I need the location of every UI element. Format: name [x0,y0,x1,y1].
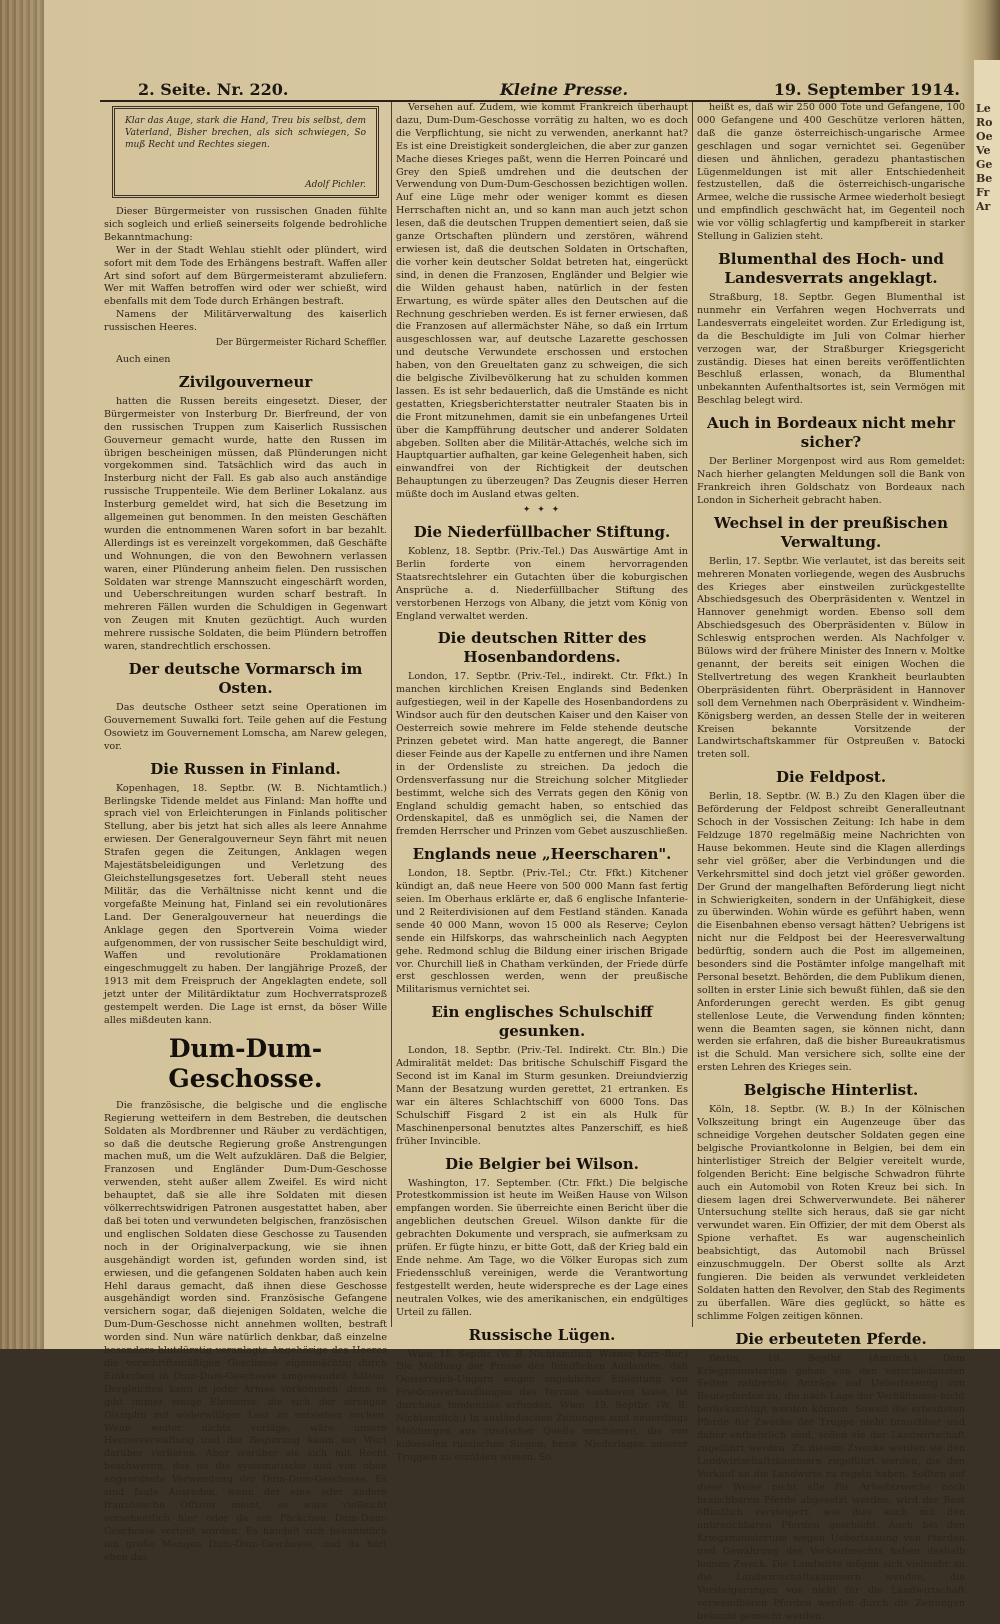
article-text: Berlin, 17. Septbr. Wie verlautet, ist das bereits seit mehreren Monaten vorliegende, wegen des Ausbruchs des Krieges aber einstweilen zurückgestellte Abschiedsgesuch des Oberpräsidenten v. Wentzel in Hannover genehmigt worden. Ebenso soll dem Abschiedsgesuch des Oberpräsidenten v. Bülow in Schleswig entsprochen werden. Als Nachfolger v. Bülows wird der frühere Minister des Innern v. Moltke genannt, der bereits seit einigen Wochen die Stellvertretung des wegen Krankheit beurlaubten Oberpräsidenten führt. Oberpräsident in Hannover soll dem Vernehmen nach Oberpräsident v. Windheim-Königsberg werden, an dessen Stelle der in weiteren Kreisen bekannte Vorsitzende der Landwirtschaftskammer für Ostpreußen v. Batocki treten soll. [697,555,965,761]
article-text: London, 18. Septbr. (Priv.-Tel.; Ctr. Ffkt.) Kitchener kündigt an, daß neue Heere von 500 000 Mann fast fertig seien. Im Oberhaus erklärte er, daß 6 englische Infanterie- und 2 Reiterdivisionen auf dem Festland ständen. Kanada sende 40 000 Mann, wovon 15 000 als Reserve; Ceylon sende ein Hilfskorps, das wahrscheinlich nach Aegypten gehe. Redmond schlug die Bildung einer irischen Brigade vor. Churchill ließ in Chatham verkünden, der Friede dürfe erst geschlossen werden, wenn der preußische Militarismus vernichtet sei. [396,868,688,996]
article-text: Koblenz, 18. Septbr. (Priv.-Tel.) Das Auswärtige Amt in Berlin forderte von einem hervorragenden Staatsrechtslehrer ein Gutachten über die koburgischen Ansprüche a. d. Niederfüllbacher Stiftung des verstorbenen Herzogs von Albany, die jetzt vom König von England verwaltet werden. [396,546,688,622]
page-stack-edge [0,0,44,1349]
page-number: 2. Seite. Nr. 220. [138,80,289,99]
headline: Die Russen in Finland. [150,759,341,778]
article-text: Kopenhagen, 18. Septbr. (W. B. Nichtamtlich.) Berlingske Tidende meldet aus Finland: Man hoffte und sprach viel von Erleichterungen in Finlands politischer Stellung, aber bis jetzt hat sich alles als leere Annahme erwiesen. Der Generalgouverneur Seyn fährt mit neuen Strafen gegen die Zeitungen, Anklagen wegen Majestätsbeleidigungen und Verletzung des Gleichstellungsgesetzes fort. Ueberall steht neues Militär, das die Verhältnisse nicht kennt und die vorgefaßte Meinung hat, Finland sei ein revolutionäres Land. Der Generalgouverneur hat neuerdings die Anklage gegen den Sportverein Voima wieder aufgenommen, der von russischer Seite beschuldigt wird, Waffen und revolutionäre Proklamationen eingeschmuggelt zu haben. Der langjährige Prozeß, der 1913 mit dem Freispruch der Angeklagten endete, soll jetzt unter der Militärdiktatur zum Hochverratsprozeß gestempelt werden. Die Lage ist ernst, da böser Wille alles mißdeuten kann. [104,782,387,1026]
headline: Belgische Hinterlist. [743,1081,919,1100]
page-header [100,80,960,102]
column-1 [104,102,387,1563]
article-text: Wien, 18. Septbr. (W. B. Nichtamtlich. Wiener Korr.-Bur.) Die Meldung der Presse des feindlichen Auslandes, daß Oesterreich-Ungarn wegen angeblicher Einleitung von Friedensverhandlungen das Terrain sondieren lasse, ist durchaus tendenziös erfunden. Wien, 19. Septbr. (W. B. Nichtamtlich.) In ausländischen Zeitungen sind neuerdings Meldungen aus russischer Quelle erschienen, die von kolossalen russischen Siegen, bezw. Niederlagen unserer Truppen zu erzählen wissen. So [396,1348,688,1463]
headline: Die Niederfüllbacher Stiftung. [413,523,671,541]
separator-ornament: ✦ ✦ ✦ [522,505,562,516]
poem-author: Adolf Pichler. [305,180,366,190]
article-text: Dieser Bürgermeister von russischen Gnaden fühlte sich sogleich und erließ seinerseits folgende bedrohliche Bekanntmachung: [104,206,387,243]
headline: Die Belgier bei Wilson. [445,1154,639,1173]
notice-signature: Der Bürgermeister Richard Scheffler. [215,338,387,349]
article-text: Der Berliner Morgenpost wird aus Rom gemeldet: Nach hierher gelangten Meldungen soll die Bank von Frankreich ihren Goldschatz von Bordeaux nach London in Sicherheit gebracht haben. [697,456,965,506]
article-text: Washington, 17. September. (Ctr. Ffkt.) Die belgische Protestkommission ist heute im Weißen Hause von Wilson empfangen worden. Sie überreichte einen Bericht über die angeblichen deutschen Greuel. Wilson dankte für die gebrachten Dokumente und versprach, sie aufmerksam zu prüfen. Er fügte hinzu, er bitte Gott, daß der Krieg bald ein Ende nehme. Am Tage, wo die Völker Europas sich zum Friedensschluß vereinigen, werde die Verantwortung festgestellt werden, heute widerspreche es der Lage eines neutralen Volkes, wie des amerikanischen, ein endgültiges Urteil zu fällen. [396,1177,688,1318]
article-text: Berlin, 19. Septbr. (Amtlich.) Dem Kriegsministerium gehen von den verschiedensten Seiten zahlreiche Anträge auf Ueberlassung von Beutepferden zu, die nach Lage der Verhältnisse nicht berücksichtigt werden können. Soweit die erbeuteten Pferde für Zwecke der Truppe nicht brauchbar und daher entbehrlich sind, sollen sie der Landwirtschaft zugeführt werden. Zu diesem Zwecke werden sie den Landwirtschaftskammern zugeführt werden, die den Verkauf an die Landwirte zu regeln haben. Sollten auf diese Weise nicht alle für Arbeitszwecke noch brauchbaren Pferde abgesetzt werden, wird der Rest öffentlich versteigert, wie dies auch mit den unbrauchbaren Pferden geschieht. Auch bei den Kriegsministerium wegen Ueberlassung von Pferden und Gewährung des Vorkaufsrechts haben deshalb keinen Zweck. Die Landwirte mögen sich vielmehr an die Landwirtschaftskammern wenden, die Versteigerungen von nicht für die Landwirtschaft verwendbaren Pferden werden durch die Zeitungen bekannt gemacht werden. [697,1352,965,1622]
headline: Ein englisches Schulschiff gesunken. [431,1003,653,1041]
article-text: Das deutsche Ostheer setzt seine Operationen im Gouvernement Suwalki fort. Teile gehen auf die Festung Osowietz im Gouvernement Lomscha, am Narew gelegen, vor. [104,702,387,752]
poem-box [112,106,379,198]
notice-text: Namens der Militärverwaltung des kaiserlich russischen Heeres. [104,309,387,334]
headline: Auch in Bordeaux nicht mehr sicher? [706,414,956,452]
headline: Die deutschen Ritter des Hosenbandordens. [437,629,647,667]
column-rule [692,102,693,1327]
issue-date: 19. September 1914. [773,80,960,99]
article-text: Köln, 18. Septbr. (W. B.) In der Kölnischen Volkszeitung bringt ein Augenzeuge über das schneidige Vorgehen deutscher Soldaten gegen eine belgische Proviantkolonne in Belgien, bei dem ein hinterlistiger Streich der Belgier vereitelt wurde, folgenden Bericht: Eine belgische Schwadron führte auch ein Automobil von Roten Kreuz bei sich. In diesem lagen drei Schwerverwundete. Bei näherer Untersuchung stellte sich heraus, daß sie gar nicht verwundet waren. Ein Offizier, der mit dem Oberst als Spione verhaftet. Es war augenscheinlich beabsichtigt, das Automobil nach Brüssel einzuschmuggeln. Der Oberst sollte als Arzt fungieren. Die beiden als verwundet verkleideten Soldaten hatten den Revolver, den Stab des Regiments zu überfallen. Wäre dies geglückt, so hätte es schlimme Folgen zeitigen können. [697,1104,965,1322]
column-rule [391,102,392,1327]
article-text: London, 18. Septbr. (Priv.-Tel. Indirekt. Ctr. Bln.) Die Admiralität meldet: Das britische Schulschiff Fisgard the Second ist im Kanal im Sturm gesunken. Dreiundvierzig Mann der Besatzung wurden gerettet, 21 ertranken. Es war ein älteres Schlachtschiff von 6000 Tons. Das Schulschiff Fisgard 2 ist ein als Hulk für Maschinenpersonal benutztes altes Panzerschiff, es hieß früher Invincible. [396,1045,688,1147]
headline: Der deutsche Vormarsch im Osten. [128,660,363,697]
column-2 [396,102,689,1463]
headline: Zivilgouverneur [178,372,313,391]
article-lead: Auch einen [116,353,171,365]
poem-text: Klar das Auge, stark die Hand, Treu bis selbst, dem Vaterland, Bisher brechen, als sich schwiegen, So muß Recht und Rechtes siegen. [125,116,366,150]
headline-large: Dum-Dum-Geschosse. [168,1033,323,1093]
headline: Die Feldpost. [775,768,887,787]
headline: Die erbeuteten Pferde. [735,1329,927,1348]
article-text: hatten die Russen bereits eingesetzt. Dieser, der Bürgermeister von Insterburg Dr. Bierfreund, der von den russischen Truppen zum Kaiserlich Russischen Gouverneur gemacht wurde, hatte den Russen im übrigen bescheinigen müssen, daß Plünderungen nicht vorgekommen sind. Tatsächlich wird das auch in Insterburg nicht der Fall. Es gab also auch anständige russische Truppenteile. Wie dem Berliner Lokalanz. aus Insterburg gemeldet wird, hat sich die Besetzung im allgemeinen gut benommen. In den meisten Geschäften wurden die entnommenen Waren sofort in bar bezahlt. Allerdings ist es vereinzelt vorgekommen, daß Geschäfte und Wohnungen, die von den Bewohnern verlassen waren, einer Plünderung anheim fielen. Den russischen Soldaten war strenge Mannszucht eingeschärft worden, und Ueberschreitungen wurden scharf bestraft. In mehreren Fällen wurden die Schuldigen in Gegenwart von Zeugen mit Knuten gezüchtigt. Auch wurden mehrere russische Soldaten, die beim Plündern betroffen waren, standrechtlich erschossen. [104,395,387,653]
headline: Blumenthal des Hoch- und Landesverrats angeklagt. [718,249,944,287]
headline: Wechsel in der preußischen Verwaltung. [714,513,948,551]
article-text: Die französische, die belgische und die englische Regierung wetteifern in dem Bestreben, die deutschen Soldaten als Mordbrenner und Räuber zu verdächtigen, so daß die deutsche Regierung große Anstrengungen machen muß, um die Welt aufzuklären. Daß die Belgier, Franzosen und Engländer Dum-Dum-Geschosse verwenden, steht außer allem Zweifel. Es wird nicht behauptet, daß sie alle ihre Soldaten mit diesen völkerrechtswidrigen Patronen ausgestattet haben, aber daß bei toten und verwundeten belgischen, französischen und englischen Soldaten diese Geschosse zu Tausenden noch in der Originalverpackung, wie sie ihnen ausgehändigt worden ist, gefunden worden sind, ist erwiesen, und die gefangenen Soldaten haben auch kein Hehl daraus gemacht, daß ihnen diese Geschosse ausgehändigt worden sind. Französische Gefangene versichern sogar, daß diejenigen Soldaten, welche die Dum-Dum-Geschosse nicht annehmen wollten, bestraft worden sind. Nun wäre natürlich denkbar, daß einzelne besonders blutdürstig veranlagte Angehörige des Heeres die vorschriftsmäßigen Geschosse eigenmächtig durch Einkerben in Dum-Dum-Geschosse umgewandelt hätten. Dergleichen kann in jeder Armee vorkommen, denn es gibt immer einige Elemente, die sich der strengen Disziplin mit widerwilliger Lust zu entziehen suchen. Wenn weiter nichts vorläge, wäre unsere Heeresverwaltung und die Regierung kaum ein Wort darüber verlieren. Aber worüber sie sich mit Recht beschweren, das ist die systematische und von oben angeordnete Verwendung der Dum-Dum-Geschosse. Es sind faule Ausreden, wenn der eine oder andere französische Offizier meint, es wäre vielleicht versehentlich hier oder da ein Päckchen Dum-Dum-Geschosse verteilt worden. Es handelt sich bekanntlich um große Mengen Dum-Dum-Geschosse, und da hört eben das [104,1099,387,1563]
article-text: Straßburg, 18. Septbr. Gegen Blumenthal ist nunmehr ein Verfahren wegen Hochverrats und Landesverrats eingeleitet worden. Zur Erledigung ist, da die Beschuldigte im Juli von Colmar hierher verzogen war, der Straßburger Kriegsgericht zuständig. Dieses hat einen bereits veröffentlichten Beschluß erlassen, wonach, da Blumenthal unbekannten Aufenthaltsortes ist, sein Vermögen mit Beschlag belegt wird. [697,291,965,407]
headline: Englands neue „Heerscharen". [412,845,672,864]
masthead-title: Kleine Presse. [500,80,629,99]
headline: Russische Lügen. [468,1325,616,1344]
article-text: London, 17. Septbr. (Priv.-Tel., indirekt. Ctr. Ffkt.) In manchen kirchlichen Kreisen Englands sind Bedenken aufgestiegen, weil in der Kapelle des Hosenbandordens zu Windsor auch für den deutschen Kaiser und den Kaiser von Oesterreich sowie mehrere im Felde stehende deutsche Prinzen gebetet wird. Man hatte angeregt, die Banner dieser Feinde aus der Kapelle zu entfernen und ihre Namen in der Ordensliste zu streichen. Da jedoch die Ordensverfassung nur die Streichung solcher Mitglieder bestimmt, welche sich des Verrats gegen den König von England schuldig gemacht haben, so entschied das Ordenskapitel, daß es unmöglich sei, die Namen der fremden Herrscher und Prinzen vom Gebet auszuschließen. [396,671,689,838]
article-text: Versehen auf. Zudem, wie kommt Frankreich überhaupt dazu, Dum-Dum-Geschosse vorrätig zu halten, wo es doch die Verpflichtung, sie nicht zu verwenden, anerkannt hat? Es ist eine Dreistigkeit sondergleichen, die aber zur ganzen Mache dieses Krieges paßt, wenn die Herren Poincaré und Grey den Spieß umdrehen und die deutschen der Verwendung von Dum-Dum-Geschossen bezichtigen wollen. Auf eine Lüge mehr oder weniger kommt es diesen Herrschaften nicht an, und so kann man auch jetzt schon lesen, daß die deutschen Truppen dementiert seien, daß sie ganze Ortschaften plündern und zerstören, während erwiesen ist, daß die deutschen Soldaten in Ortschaften, die vorher kein deutscher Soldat betreten hat, eingerückt sind, in denen die Franzosen, Engländer und Belgier wie die Wilden gehaust haben, natürlich in der festen Erwartung, es würde später alles den Deutschen auf die Rechnung geschrieben werden. Es ist ferner erwiesen, daß die Franzosen auf allermächster Nähe, so daß ein Irrtum ausgeschlossen war, auf deutsche Lazarette geschossen und deutsche Verwundete erschossen und erstochen haben, von den Greueltaten ganz zu schweigen, die sich die belgische Zivilbevölkerung hat zu schulden kommen lassen. Es ist sehr bedauerlich, daß die Umstände es nicht gestatten, Kriegsberichterstatter neutraler Staaten bis in die Front mitzunehmen, damit sie ein unbefangenes Urteil über die Kampfführung deutscher und anderer Soldaten abgeben. Sollten aber die Militär-Attachés, welche sich im Hauptquartier aufhalten, gar keine Gelegenheit haben, sich einwandfrei von der Richtigkeit der deutschen Behauptungen zu überzeugen? Das Zeugnis dieser Herren müßte doch im Ausland etwas gelten. [396,102,688,501]
article-text: heißt es, daß wir 250 000 Tote und Gefangene, 100 000 Gefangene und 400 Geschütze verloren hätten, daß die ganze österreichisch-ungarische Armee geschlagen und sogar vernichtet sei. Gegenüber diesen und ähnlichen, geradezu phantastischen Lügenmeldungen ist mit aller Entschiedenheit festzustellen, daß die österreichisch-ungarische Armee, welche die russische Armee wiederholt besiegt und empfindlich geschwächt hat, im Gegenteil noch wie vor völlig schlagfertig und kampfbereit in starker Stellung in Galizien steht. [697,102,965,243]
next-page-sliver-text: Le Ro Oe Ve Ge Be Fr Ar [976,102,993,213]
article-text: Berlin, 18. Septbr. (W. B.) Zu den Klagen über die Beförderung der Feldpost schreibt Generalleutnant Schoch in der Vossischen Zeitung: Ich habe in dem Feldzuge 1870 regelmäßig meine Nachrichten von Hause bekommen. Heute sind die Klagen allerdings sehr viel größer, aber die Verbindungen und die Verkehrsmittel sind doch jetzt viel größer geworden. Der Grund der mangelhaften Beförderung liegt nicht in Schwierigkeiten, sondern in der Unfähigkeit, diese zu überwinden. Wohin würde es geführt haben, wenn die Eisenbahnen ebenso versagt hätten? Uebrigens ist nicht nur die Feldpost bei der Heeresverwaltung bedürftig, sondern auch die Post im allgemeinen, besonders sind die Postämter infolge mangelhaft mit Personal besetzt. Behörden, die dem Publikum dienen, sollten in erster Linie sich bewußt fühlen, daß sie den Anforderungen gerecht werden. Es gibt genug stellenlose Leute, die Verwendung finden könnten; wenn die Beamten sagen, sie können nicht, dann werden sie erfahren, daß die bisher Bureaukratismus ist die Schuld. Man versichere sich, sollte eine der ersten Lehren des Krieges sein. [697,791,965,1074]
column-3 [697,102,965,1622]
notice-text: Wer in der Stadt Wehlau stiehlt oder plündert, wird sofort mit dem Tode des Erhängens bestraft. Waffen aller Art sind sofort auf dem Bürgermeisteramt abzuliefern. Wer mit Waffen betroffen wird oder wer schießt, wird ebenfalls mit dem Tode durch Erhängen bestraft. [104,244,387,308]
